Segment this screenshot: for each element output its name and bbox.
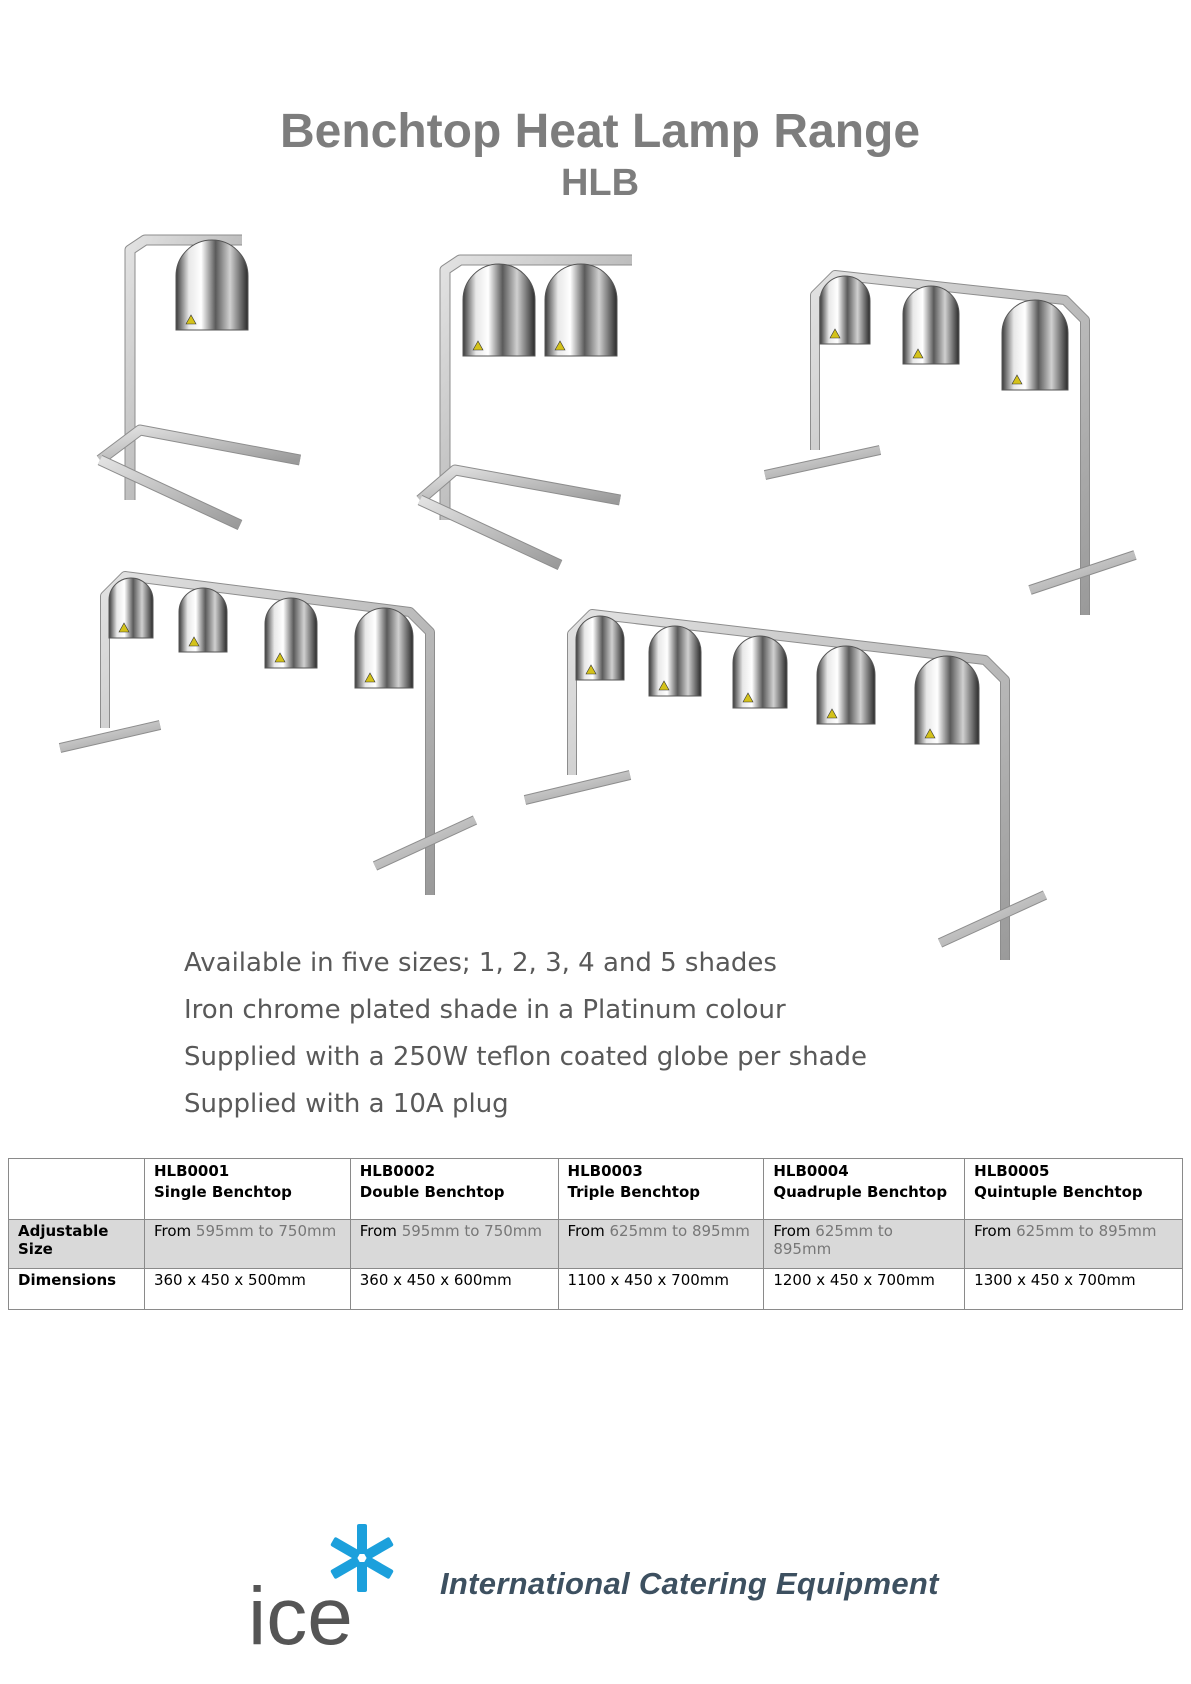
table-cell xyxy=(965,1220,1183,1269)
model-name: Double Benchtop xyxy=(359,1183,505,1201)
table-cell xyxy=(558,1220,764,1269)
column-header xyxy=(558,1159,764,1220)
model-name: Quintuple Benchtop xyxy=(974,1183,1143,1201)
page-subtitle: HLB xyxy=(560,162,640,204)
page-title: Benchtop Heat Lamp Range xyxy=(279,105,921,158)
lamp-shade xyxy=(463,264,535,356)
table-cell xyxy=(350,1220,558,1269)
lamp-shade xyxy=(1002,300,1068,390)
cell-range: 625mm to 895mm xyxy=(773,1222,893,1258)
model-code: HLB0004 xyxy=(773,1162,849,1180)
model-name: Triple Benchtop xyxy=(567,1183,701,1201)
table-row xyxy=(9,1269,1183,1310)
model-code: HLB0001 xyxy=(153,1162,230,1180)
product-image xyxy=(60,576,475,895)
column-header xyxy=(350,1159,558,1220)
logo-text: ice xyxy=(248,1571,353,1652)
cell-range: 595mm to 750mm xyxy=(401,1222,543,1240)
lamp-shade xyxy=(733,636,787,708)
lamp-shade xyxy=(649,626,701,696)
column-header xyxy=(965,1159,1183,1220)
row-label: Dimensions xyxy=(9,1269,145,1310)
feature-item: Supplied with a 10A plug xyxy=(184,1089,509,1119)
feature-list xyxy=(184,940,867,1128)
lamp-shade xyxy=(265,598,317,668)
cell-prefix: From xyxy=(974,1222,1012,1240)
cell-prefix: From xyxy=(153,1222,192,1240)
lamp-shade xyxy=(179,588,227,652)
feature-item: Supplied with a 250W teflon coated globe per shade xyxy=(184,1042,868,1072)
spec-table xyxy=(8,1158,1183,1310)
table-header-row xyxy=(9,1159,1183,1220)
product-image xyxy=(100,240,300,525)
model-code: HLB0002 xyxy=(359,1162,436,1180)
row-label: Adjustable Size xyxy=(9,1220,145,1269)
table-cell: 1300 x 450 x 700mm xyxy=(965,1269,1183,1310)
table-cell: 1100 x 450 x 700mm xyxy=(558,1269,764,1310)
product-image xyxy=(420,260,632,565)
lamp-shade xyxy=(109,578,153,638)
lamp-shade xyxy=(903,286,959,364)
cell-range: 625mm to 895mm xyxy=(1016,1222,1157,1240)
lamp-shade xyxy=(355,608,413,688)
lamp-shade xyxy=(820,276,870,344)
cell-range: 625mm to 895mm xyxy=(609,1222,750,1240)
feature-item: Iron chrome plated shade in a Platinum colour xyxy=(184,995,786,1025)
cell-prefix: From xyxy=(359,1222,397,1240)
cell-prefix: From xyxy=(773,1222,811,1240)
table-cell: 1200 x 450 x 700mm xyxy=(764,1269,965,1310)
table-cell: 360 x 450 x 600mm xyxy=(350,1269,558,1310)
table-cell xyxy=(144,1220,350,1269)
table-cell: 360 x 450 x 500mm xyxy=(144,1269,350,1310)
product-image xyxy=(525,614,1045,960)
lamp-shade xyxy=(545,264,617,356)
table-corner-cell xyxy=(9,1159,145,1220)
lamp-shade xyxy=(576,616,624,680)
lamp-shade xyxy=(915,656,979,744)
feature-item: Available in five sizes; 1, 2, 3, 4 and 5 shades xyxy=(184,948,777,978)
cell-range: 595mm to 750mm xyxy=(195,1222,337,1240)
column-header xyxy=(764,1159,965,1220)
column-header xyxy=(144,1159,350,1220)
model-name: Quadruple Benchtop xyxy=(773,1183,948,1201)
model-code: HLB0003 xyxy=(567,1162,643,1180)
table-row xyxy=(9,1220,1183,1269)
ice-logo xyxy=(240,1522,420,1652)
lamp-shade xyxy=(817,646,875,724)
lamp-shade xyxy=(176,240,248,330)
model-name: Single Benchtop xyxy=(153,1183,292,1201)
product-image xyxy=(765,275,1135,615)
model-code: HLB0005 xyxy=(974,1162,1050,1180)
company-name: International Catering Equipment xyxy=(440,1566,939,1601)
cell-prefix: From xyxy=(567,1222,605,1240)
table-cell xyxy=(764,1220,965,1269)
